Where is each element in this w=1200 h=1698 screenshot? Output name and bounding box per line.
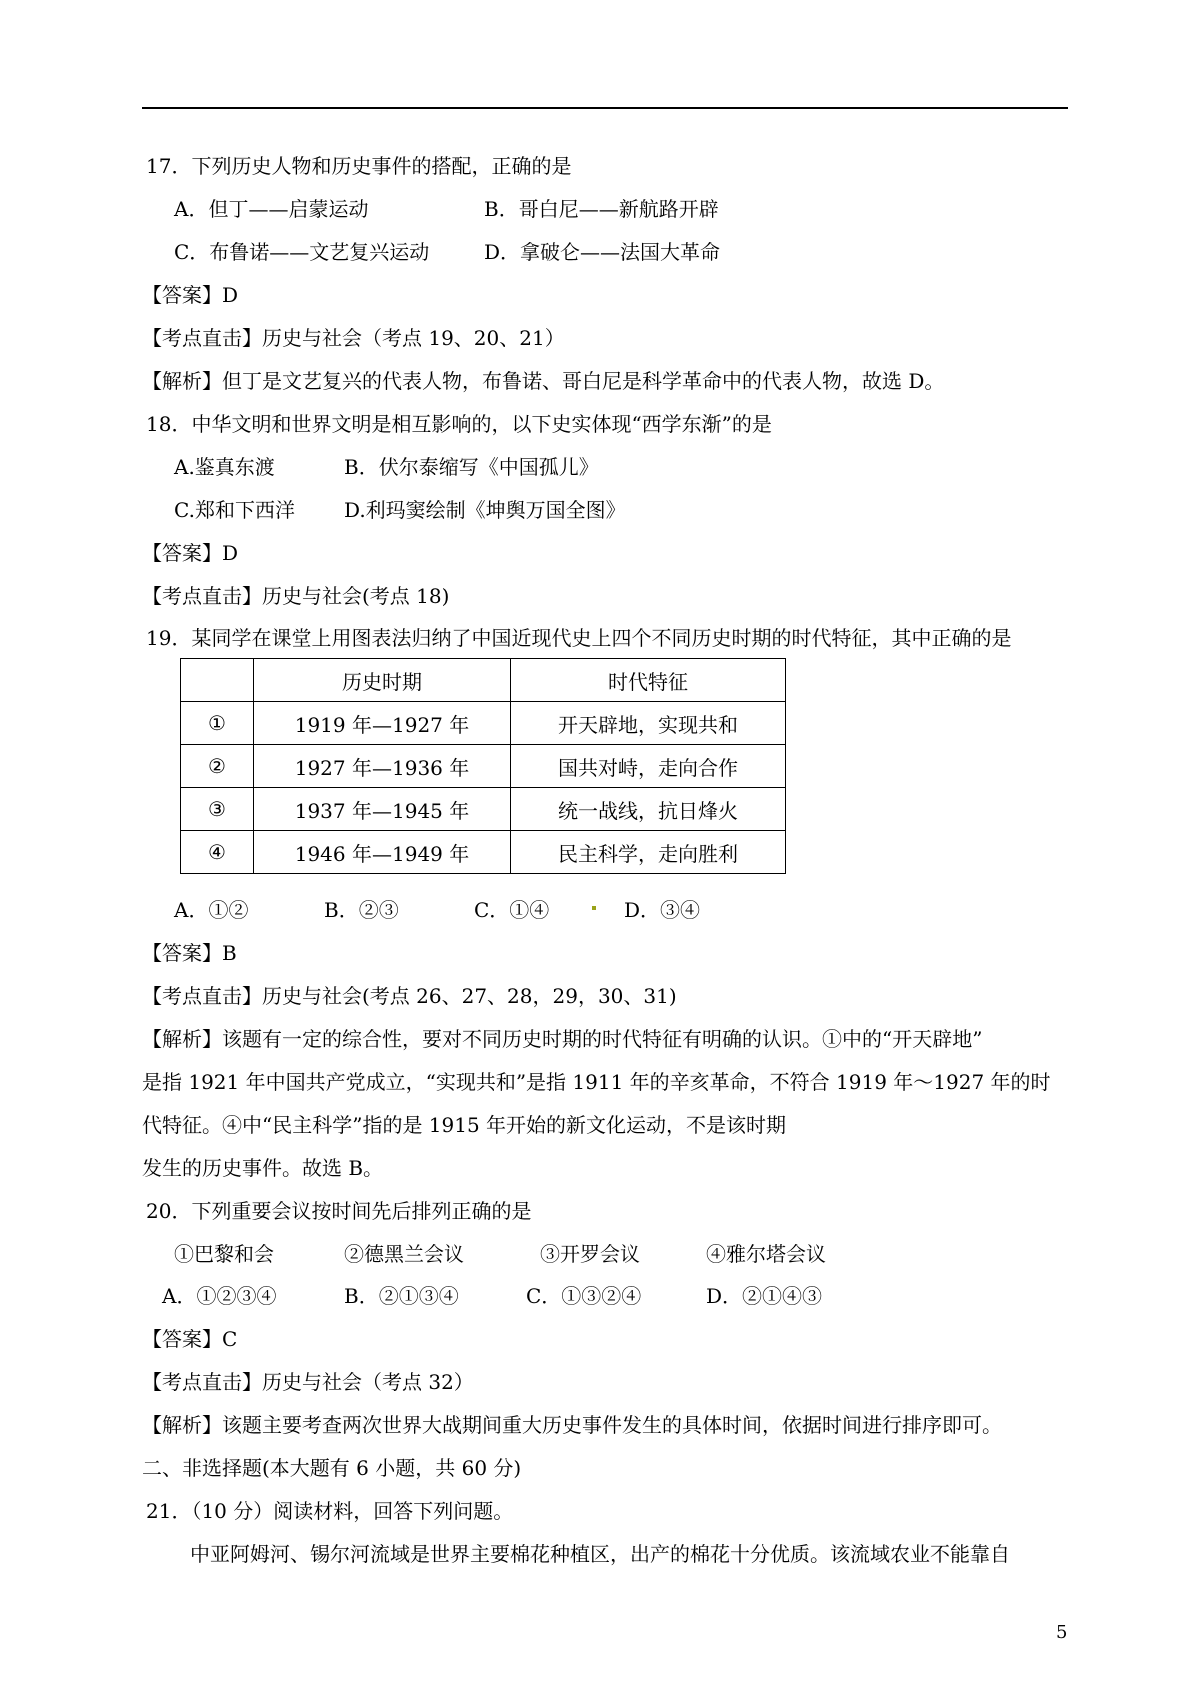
q17-option-d: D．拿破仑——法国大革命 [484,240,721,264]
page-number: 5 [1056,1622,1068,1643]
q19-explanation-line-4: 发生的历史事件。故选 B。 [142,1156,384,1180]
table-cell: 1919 年—1927 年 [254,702,511,745]
q19-option-a: A．①② [174,898,249,922]
q20-option-d: D．②①④③ [706,1284,823,1308]
q19-explanation-line-1: 【解析】该题有一定的综合性，要对不同历史时期的时代特征有明确的认识。①中的“开天辟地” [142,1027,983,1051]
q20-explanation: 【解析】该题主要考查两次世界大战期间重大历史事件发生的具体时间，依据时间进行排序即可。 [142,1413,1002,1437]
q20-option-c: C．①③②④ [526,1284,642,1308]
q20-option-b: B．②①③④ [344,1284,459,1308]
q19-kaodian: 【考点直击】历史与社会(考点 26、27、28，29，30、31) [142,984,677,1008]
q20-item-2: ②德黑兰会议 [344,1242,464,1266]
q18-option-a: A.鉴真东渡 [174,455,275,479]
table-header-cell: 历史时期 [254,659,511,702]
q19-answer: 【答案】B [142,941,237,965]
table-cell: 民主科学，走向胜利 [511,831,786,874]
q19-option-d: D．③④ [624,898,701,922]
q18-option-d: D.利玛窦绘制《坤舆万国全图》 [344,498,626,522]
table-row [181,745,786,788]
table-row [181,702,786,745]
table-row [181,788,786,831]
q20-item-1: ①巴黎和会 [174,1242,274,1266]
q19-option-c: C．①④ [474,898,550,922]
q18-answer: 【答案】D [142,541,239,565]
q17-explanation: 【解析】但丁是文艺复兴的代表人物，布鲁诺、哥白尼是科学革命中的代表人物，故选 D。 [142,369,945,393]
q18-option-b: B．伏尔泰缩写《中国孤儿》 [344,455,599,479]
table-cell: 开天辟地，实现共和 [511,702,786,745]
table-cell: 统一战线，抗日烽火 [511,788,786,831]
q20-item-3: ③开罗会议 [540,1242,640,1266]
table-cell: ② [181,745,254,788]
q17-answer: 【答案】D [142,283,239,307]
q21-stem: 21．（10 分）阅读材料，回答下列问题。 [146,1499,514,1523]
q17-stem: 17．下列历史人物和历史事件的搭配，正确的是 [146,154,572,178]
q18-option-c: C.郑和下西洋 [174,498,295,522]
q17-kaodian: 【考点直击】历史与社会（考点 19、20、21） [142,326,565,350]
table-cell: 1927 年—1936 年 [254,745,511,788]
history-periods-table [180,658,786,874]
table-cell: 1946 年—1949 年 [254,831,511,874]
q20-kaodian: 【考点直击】历史与社会（考点 32） [142,1370,474,1394]
q17-option-a: A．但丁——启蒙运动 [174,197,369,221]
q18-stem: 18．中华文明和世界文明是相互影响的，以下史实体现“西学东渐”的是 [146,412,772,436]
q20-stem: 20．下列重要会议按时间先后排列正确的是 [146,1199,532,1223]
q19-stem: 19．某同学在课堂上用图表法归纳了中国近现代史上四个不同历史时期的时代特征，其中正确的是 [146,626,1012,650]
section-2-title: 二、非选择题(本大题有 6 小题，共 60 分) [142,1456,522,1480]
q20-answer: 【答案】C [142,1327,238,1351]
q17-option-b: B．哥白尼——新航路开辟 [484,197,719,221]
table-cell: ③ [181,788,254,831]
table-cell: 国共对峙，走向合作 [511,745,786,788]
q20-item-4: ④雅尔塔会议 [706,1242,826,1266]
q18-kaodian: 【考点直击】历史与社会(考点 18) [142,584,450,608]
header-rule [142,107,1068,109]
table-cell: ① [181,702,254,745]
q21-material: 中亚阿姆河、锡尔河流域是世界主要棉花种植区，出产的棉花十分优质。该流域农业不能靠自 [190,1542,1010,1566]
table-header-cell: 时代特征 [511,659,786,702]
q20-option-a: A．①②③④ [162,1284,277,1308]
q19-option-b: B．②③ [324,898,399,922]
q19-explanation-line-2: 是指 1921 年中国共产党成立，“实现共和”是指 1911 年的辛亥革命，不符合 1919 年～1927 年的时 [142,1070,1051,1094]
table-cell: ④ [181,831,254,874]
q17-option-c: C．布鲁诺——文艺复兴运动 [174,240,430,264]
table-header-row [181,659,786,702]
table-header-cell [181,659,254,702]
stray-mark [592,906,596,910]
table-cell: 1937 年—1945 年 [254,788,511,831]
q19-explanation-line-3: 代特征。④中“民主科学”指的是 1915 年开始的新文化运动，不是该时期 [142,1113,787,1137]
table-row [181,831,786,874]
